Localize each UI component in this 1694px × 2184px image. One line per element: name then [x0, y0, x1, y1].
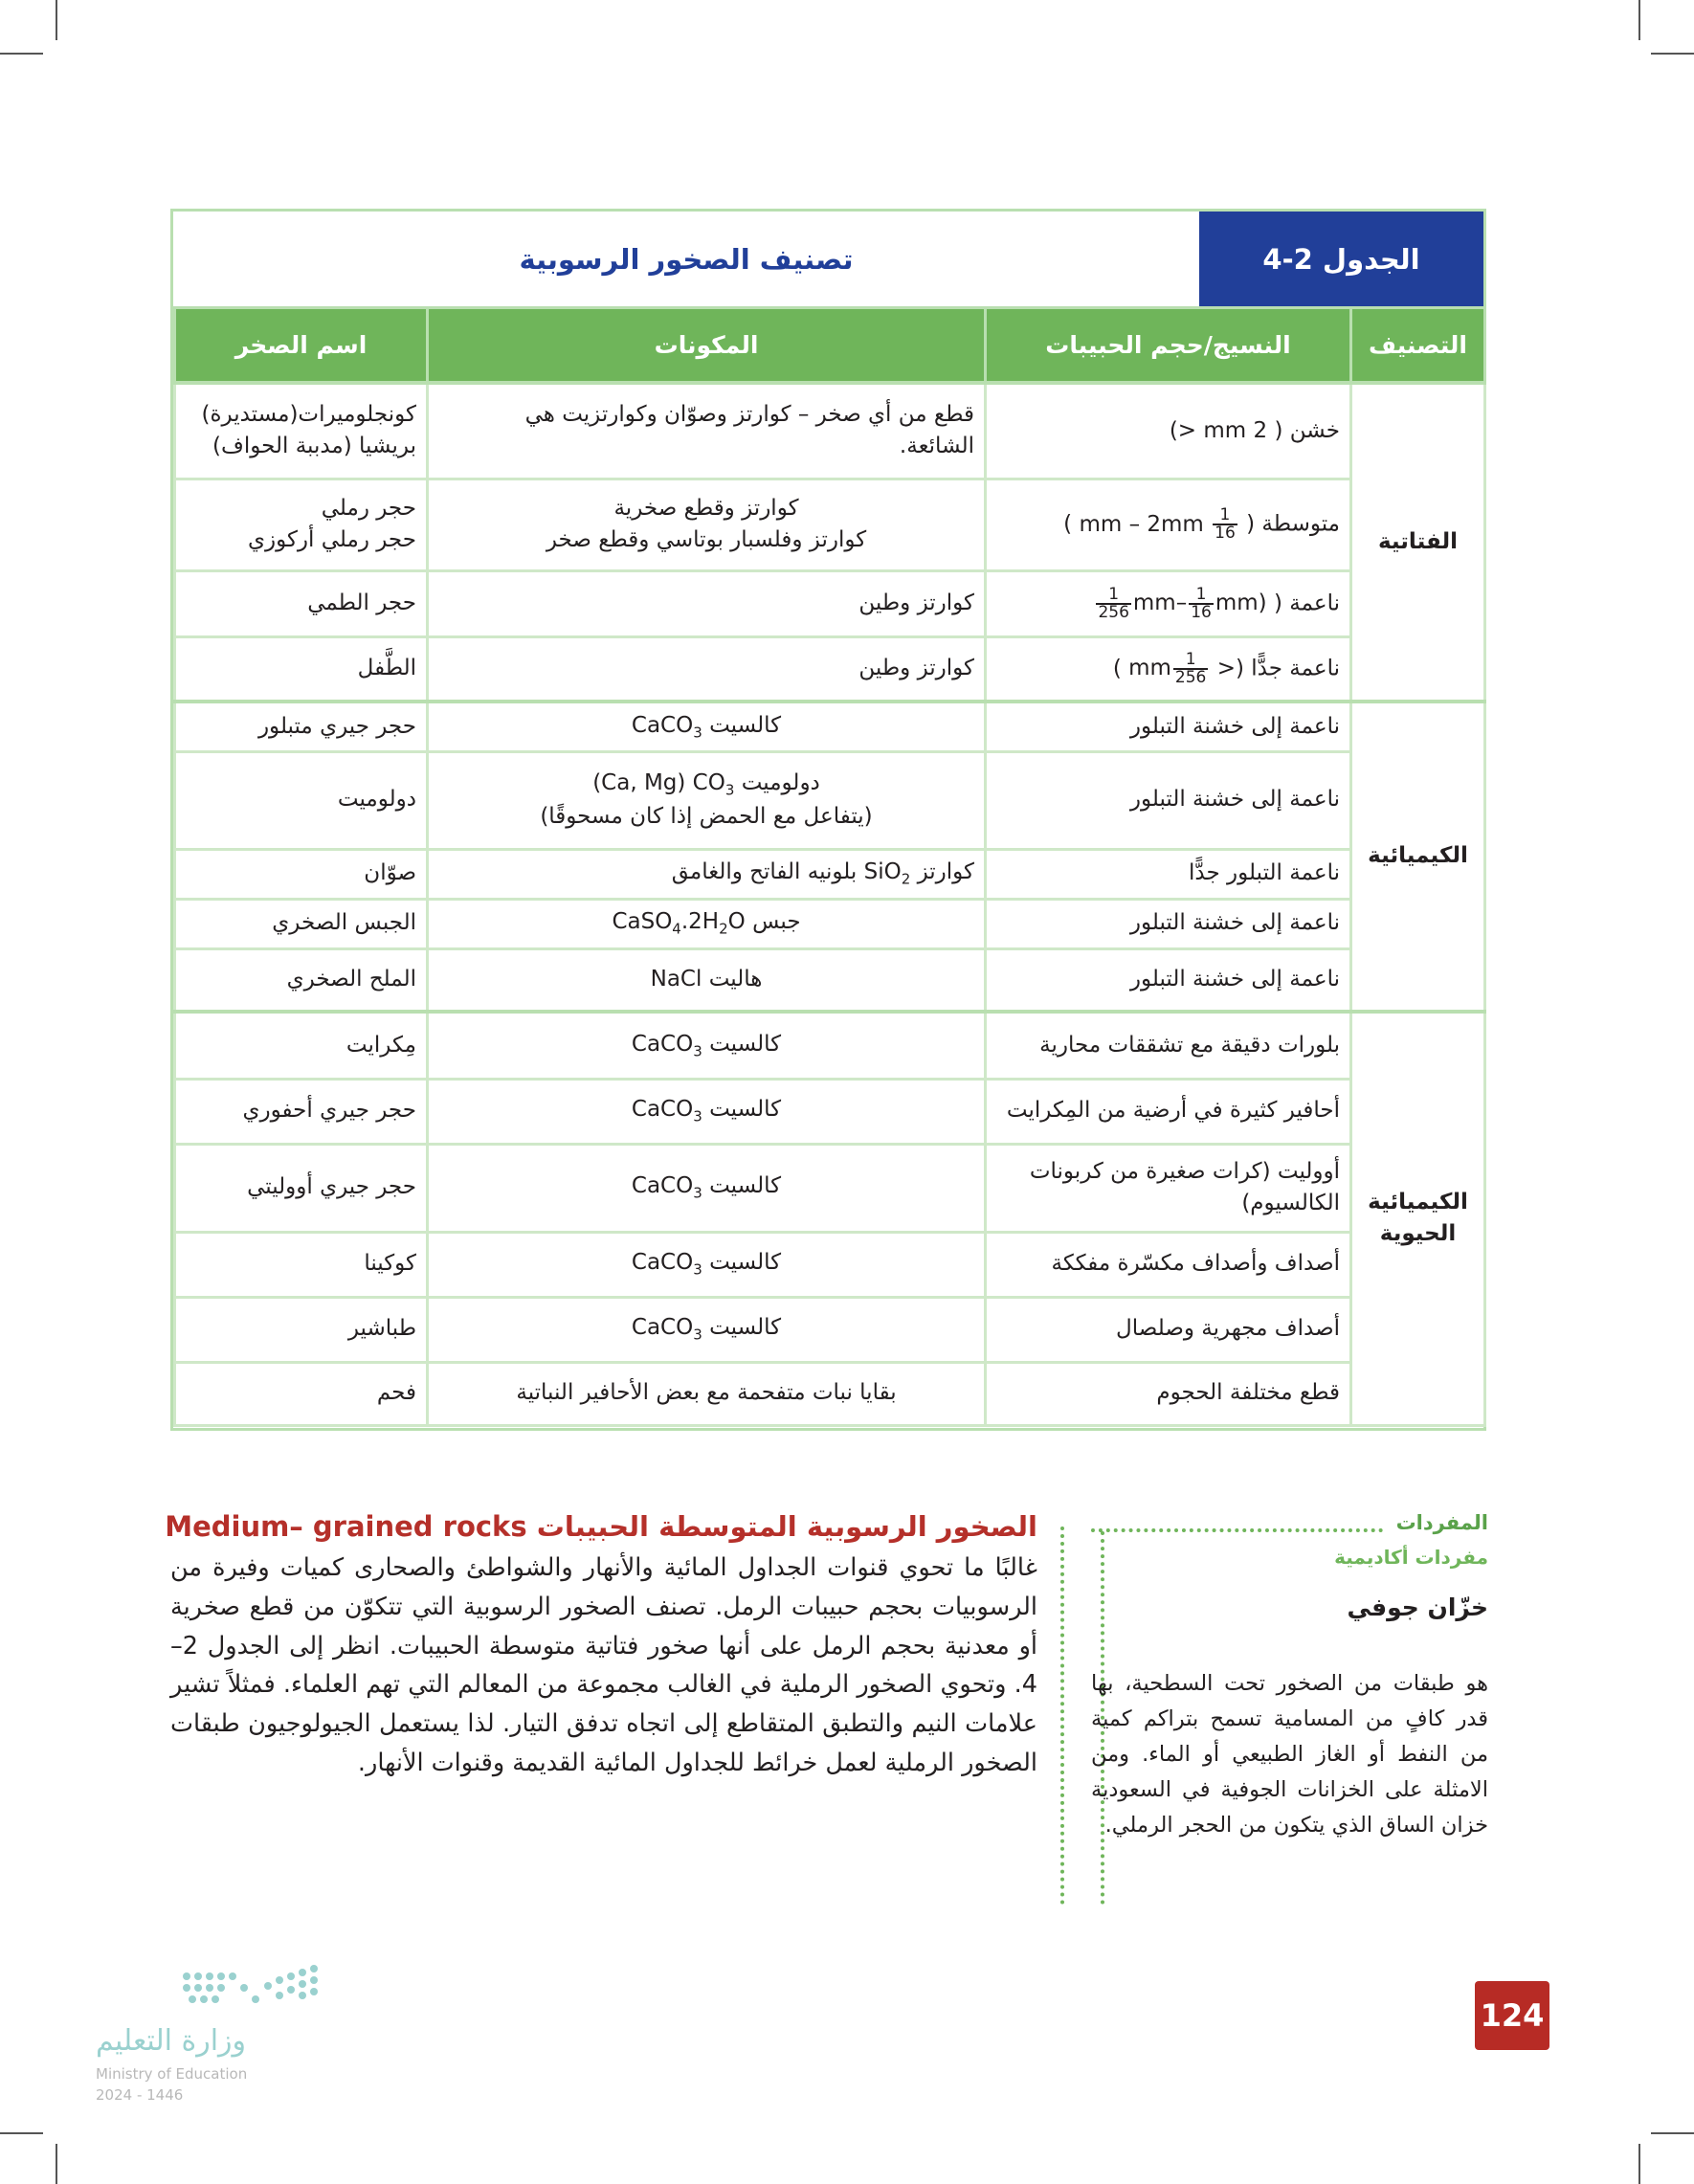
- components-cell: [428, 1232, 986, 1297]
- header-classification: التصنيف: [1351, 308, 1485, 384]
- mineral-name: كالسيت: [709, 1315, 782, 1341]
- components-cell: [428, 751, 986, 849]
- table-title-bar: [173, 212, 1483, 309]
- vocab-definition: هو طبقات من الصخور تحت السطحية، بها قدر كافٍ من المسامية تسمح بتراكم كمية من النفط أو الغاز الطبيعي أو الماء. ومن الامثلة على الخزانات الجوفية في السعودية خزان الساق الذي يتكون من الحجر الرملي.: [1091, 1671, 1488, 1838]
- texture-text: متوسطة (: [1246, 511, 1340, 537]
- header-rock-name: اسم الصخر: [175, 308, 428, 384]
- rock-line: كونجلوميرات(مستديرة): [201, 401, 416, 427]
- components-cell: بقايا نبات متفحمة مع بعض الأحافير النباتية: [428, 1362, 986, 1425]
- fraction: [1189, 584, 1214, 622]
- components-cell: [428, 1297, 986, 1362]
- section-paragraph: غالبًا ما تحوي قنوات الجداول المائية والأنهار والشواطئ والصحارى كميات وفيرة من الرسوبيات بحجم حبيبات الرمل. تصنف الصخور الرسوبية التي تتكوّن من قطع صخرية أو معدنية بحجم الرمل على أنها صخور فتاتية متوسطة الحبيبات. انظر إلى الجدول 2–4. وتحوي الصخور الرملية في الغالب مجموعة من المعالم التي تهم العلماء. فمثلاً تشير علامات النيم والتطبق المتقاطع إلى اتجاه تدفق التيار. لذا يستعمل الجيولوجيون طبقات الصخور الرملية لعمل خرائط للجداول المائية القديمة وقنوات الأنهار.: [170, 1553, 1037, 1777]
- ministry-name-en: Ministry of Education: [96, 2065, 248, 2083]
- components-line: كوارتز وفلسبار بوتاسي وقطع صخر: [546, 527, 867, 552]
- components-cell: [428, 570, 986, 636]
- rock-cell: [175, 383, 428, 479]
- fraction: [1096, 584, 1130, 622]
- components-line: قطع من أي صخر – كوارتز وصوّان وكوارتزيت هي: [524, 401, 974, 427]
- texture-cell: بلورات دقيقة مع تشققات محارية: [986, 1012, 1351, 1079]
- chemical-formula: [631, 712, 702, 742]
- formula-text: .2H: [680, 909, 720, 935]
- table-row: [175, 1144, 1485, 1232]
- texture-cell: قطع مختلفة الحجوم: [986, 1362, 1351, 1425]
- formula-text: SiO: [863, 859, 902, 885]
- mineral-name: كالسيت: [709, 1173, 782, 1199]
- components-text: بلونيه الفاتح والغامق: [671, 859, 858, 885]
- texture-cell: أحافير كثيرة في أرضية من المِكرايت: [986, 1079, 1351, 1144]
- section-heading-en: Medium– grained rocks: [165, 1510, 527, 1543]
- components-cell: [428, 1012, 986, 1079]
- components-cell: [428, 948, 986, 1012]
- formula-text: CaSO: [612, 909, 673, 935]
- rock-cell: مِكرايت: [175, 1012, 428, 1079]
- frac-num: 1: [1213, 507, 1237, 525]
- components-cell: [428, 383, 986, 479]
- rock-cell: [175, 570, 428, 636]
- page-number: 124: [1475, 1981, 1549, 2050]
- table-row: [175, 1362, 1485, 1425]
- components-cell: [428, 702, 986, 751]
- frac-den: 16: [1215, 524, 1236, 543]
- mineral-name: جبس: [752, 909, 801, 935]
- texture-text: خشن ( mm 2 <): [1169, 417, 1340, 443]
- column-divider: [1060, 1527, 1064, 1905]
- mineral-name: كالسيت: [709, 1031, 782, 1057]
- formula-text: CaCO: [631, 1173, 694, 1199]
- rock-cell: صوّان: [175, 849, 428, 899]
- components-cell: [428, 1144, 986, 1232]
- formula-sub: 3: [693, 1260, 702, 1279]
- mineral-name: كالسيت: [709, 1097, 782, 1123]
- rock-line: حجر رملي: [321, 495, 416, 521]
- formula-sub: 2: [901, 870, 911, 888]
- clastic-label: الفتاتية: [1351, 383, 1485, 702]
- chemical-formula: [631, 1097, 702, 1125]
- table-row: [175, 702, 1485, 751]
- formula-text: CaCO: [631, 712, 694, 738]
- fraction: [1213, 507, 1237, 542]
- components-line: الشائعة.: [899, 434, 974, 459]
- formula-sub: 3: [693, 724, 702, 742]
- header-components: المكونات: [428, 308, 986, 384]
- crop-mark: [56, 0, 57, 40]
- frac-den: 16: [1191, 602, 1212, 622]
- math-text: mm–: [1132, 591, 1188, 615]
- section-body: [165, 1510, 1037, 1783]
- rock-cell: [175, 636, 428, 702]
- table-row: [175, 751, 1485, 849]
- chemical-formula: [612, 909, 746, 938]
- texture-cell: [986, 1144, 1351, 1232]
- texture-cell: ناعمة التبلور جدًّا: [986, 849, 1351, 899]
- formula-text: CaCO: [631, 1031, 694, 1057]
- table-row: [175, 1297, 1485, 1362]
- formula-text: CaCO: [631, 1097, 694, 1123]
- frac-den: 256: [1174, 667, 1207, 687]
- biochemical-label-line: الحيوية: [1379, 1221, 1457, 1247]
- ministry-name-ar: وزارة التعليم: [96, 2024, 247, 2058]
- math-text: mm): [1215, 591, 1267, 615]
- formula-text: CaCO: [631, 1250, 694, 1276]
- texture-math: [1094, 584, 1267, 622]
- frac-den: 256: [1098, 602, 1129, 622]
- chemical-label: الكيميائية: [1351, 702, 1485, 1012]
- formula-sub: 3: [693, 1184, 702, 1202]
- crop-mark: [0, 2132, 43, 2134]
- texture-math: [1128, 649, 1210, 687]
- table-row: [175, 899, 1485, 948]
- components-line: كوارتز وقطع صخرية: [613, 495, 799, 521]
- components-line: (يتفاعل مع الحمض إذا كان مسحوقًا): [540, 804, 873, 829]
- crop-mark: [56, 2144, 57, 2184]
- rock-cell: طباشير: [175, 1297, 428, 1362]
- mineral-name: كالسيت: [709, 1250, 782, 1276]
- components-cell: [428, 899, 986, 948]
- formula-sub: 3: [693, 1042, 702, 1060]
- rocks-table: [173, 306, 1486, 1427]
- formula-sub: 3: [693, 1107, 702, 1125]
- table-row: [175, 849, 1485, 899]
- rock-cell: فحم: [175, 1362, 428, 1425]
- chemical-formula: [631, 1173, 702, 1202]
- chemical-formula: [592, 769, 735, 799]
- crop-mark: [0, 53, 43, 55]
- table-row: [175, 636, 1485, 702]
- fraction: [1173, 649, 1208, 687]
- table-header-row: [175, 308, 1485, 384]
- table-label: الجدول 2-4: [1199, 212, 1483, 306]
- vocab-heading: المفردات: [1395, 1511, 1488, 1534]
- rock-line: حجر الطمي: [307, 590, 416, 615]
- chemical-formula: [631, 1031, 702, 1060]
- formula-sub: 3: [693, 1326, 702, 1344]
- chemical-formula: [863, 859, 911, 888]
- edition-year: 2024 - 1446: [96, 2086, 184, 2104]
- texture-cell: [986, 383, 1351, 479]
- mineral-name: دولوميت: [741, 769, 820, 795]
- rock-cell: حجر جيري متبلور: [175, 702, 428, 751]
- texture-cell: ناعمة إلى خشنة التبلور: [986, 899, 1351, 948]
- table-row: [175, 1232, 1485, 1297]
- rock-cell: الجبس الصخري: [175, 899, 428, 948]
- texture-cell: أصداف مجهرية وصلصال: [986, 1297, 1351, 1362]
- texture-cell: أصداف وأصداف مكسّرة مفككة: [986, 1232, 1351, 1297]
- biochemical-label: [1351, 1012, 1485, 1425]
- mineral-name: كالسيت: [709, 712, 782, 738]
- components-cell: [428, 479, 986, 570]
- formula-sub: 4: [672, 920, 681, 938]
- rock-cell: حجر جيري أووليتي: [175, 1144, 428, 1232]
- components-cell: [428, 1079, 986, 1144]
- texture-text: ناعمة جدًّا (<: [1216, 656, 1340, 681]
- math-text: mm: [1128, 656, 1171, 681]
- table-row: [175, 948, 1485, 1012]
- table-row: [175, 479, 1485, 570]
- mineral-name: هاليت: [708, 967, 763, 992]
- crop-mark: [1638, 0, 1640, 40]
- table-row: [175, 383, 1485, 479]
- section-heading: [165, 1510, 1037, 1543]
- crop-mark: [1651, 2132, 1694, 2134]
- rock-cell: حجر جيري أحفوري: [175, 1079, 428, 1144]
- texture-cell: [986, 570, 1351, 636]
- texture-text: ناعمة (: [1273, 591, 1340, 615]
- rock-cell: [175, 479, 428, 570]
- texture-text: ): [1112, 656, 1122, 681]
- texture-cell: [986, 479, 1351, 570]
- table-row: [175, 1012, 1485, 1079]
- rock-cell: كوكينا: [175, 1232, 428, 1297]
- components-line: كوارتز وطين: [858, 590, 974, 615]
- formula-sub: 2: [719, 920, 728, 938]
- crop-mark: [1638, 2144, 1640, 2184]
- frac-num: 1: [1173, 652, 1208, 670]
- ministry-logo-icon: [96, 1957, 345, 2024]
- rock-cell: دولوميت: [175, 751, 428, 849]
- components-cell: [428, 849, 986, 899]
- formula-text: (Ca, Mg) CO: [592, 769, 725, 795]
- chemical-formula: NaCl: [650, 967, 702, 992]
- rock-line: بريشيا (مدببة الحواف): [212, 434, 416, 459]
- components-line: كوارتز وطين: [858, 656, 974, 681]
- rock-line: الطَّفل: [357, 656, 416, 681]
- texture-cell: ناعمة إلى خشنة التبلور: [986, 948, 1351, 1012]
- rock-cell: الملح الصخري: [175, 948, 428, 1012]
- texture-cell: ناعمة إلى خشنة التبلور: [986, 751, 1351, 849]
- frac-num: 1: [1189, 587, 1214, 605]
- mineral-name: كوارتز: [917, 859, 974, 885]
- vocabulary-box: [1086, 1507, 1493, 1914]
- section-heading-ar: الصخور الرسوبية المتوسطة الحبيبات: [536, 1510, 1037, 1543]
- frac-num: 1: [1096, 587, 1130, 605]
- crop-mark: [1651, 53, 1694, 55]
- table-title: تصنيف الصخور الرسوبية: [519, 242, 854, 276]
- chemical-formula: [631, 1315, 702, 1344]
- table-row: [175, 1079, 1485, 1144]
- components-cell: [428, 636, 986, 702]
- math-text: mm – 2mm: [1079, 511, 1204, 537]
- header-texture: النسيج/حجم الحبيبات: [986, 308, 1351, 384]
- rock-line: حجر رملي أركوزي: [247, 527, 416, 552]
- texture-cell: [986, 636, 1351, 702]
- vocab-term: خزّان جوفي: [1347, 1593, 1488, 1621]
- ministry-logo: [96, 1957, 345, 2110]
- formula-sub: 3: [724, 781, 735, 799]
- table-row: [175, 570, 1485, 636]
- formula-text: CaCO: [631, 1315, 694, 1341]
- biochemical-label-line: الكيميائية: [1368, 1189, 1468, 1215]
- formula-text: O: [727, 909, 746, 935]
- vocab-subheading: مفردات أكاديمية: [1334, 1546, 1488, 1569]
- texture-text: ): [1063, 511, 1073, 537]
- chemical-formula: [631, 1250, 702, 1279]
- texture-math: [1079, 505, 1238, 543]
- texture-line: الكالسيوم): [1241, 1191, 1340, 1215]
- texture-cell: ناعمة إلى خشنة التبلور: [986, 702, 1351, 751]
- texture-line: أووليت (كرات صغيرة من كربونات: [1029, 1158, 1340, 1184]
- rock-classification-table: [170, 209, 1486, 1431]
